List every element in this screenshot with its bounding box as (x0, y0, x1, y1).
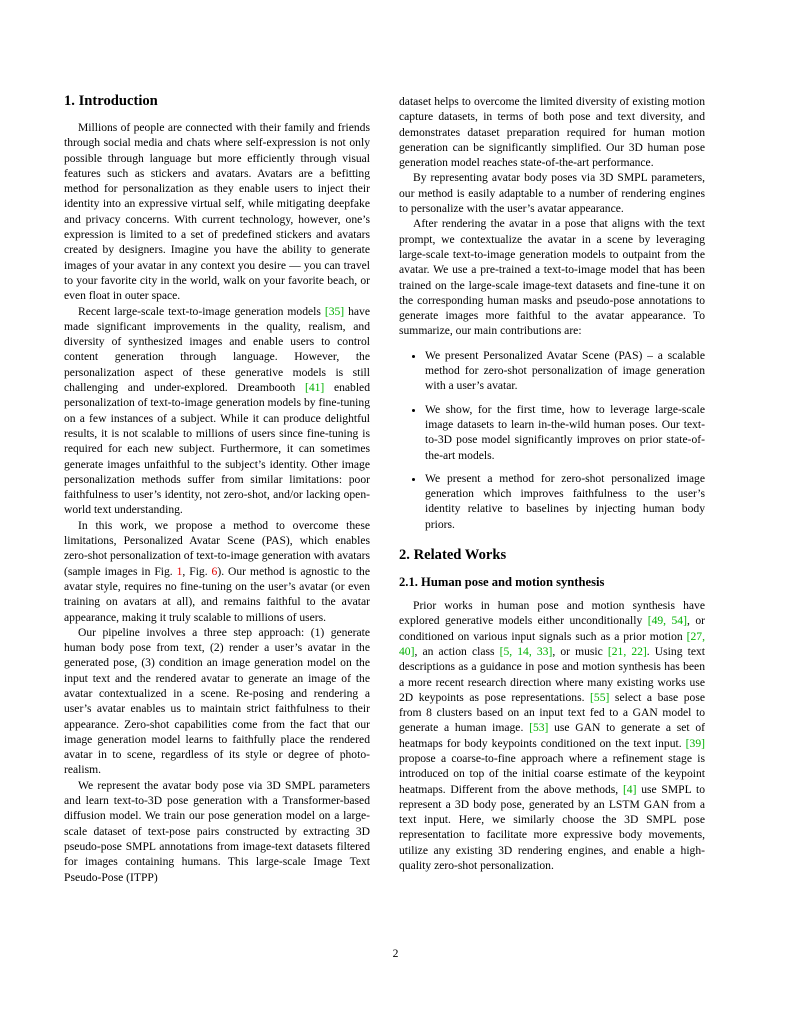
figure-link[interactable]: 6 (211, 564, 218, 578)
intro-paragraph-7: By representing avatar body poses via 3D SMPL parameters, our method is easily adaptable to a number of rendering engines to personalize with the user’s avatar appearance. (399, 171, 705, 216)
list-item: • We present a method for zero-shot personalized image generation which improves faithfulness to the user’s identity relative to baselines by injecting human body priors. (425, 471, 705, 532)
intro-paragraph-8: After rendering the avatar in a pose that aligns with the text prompt, we contextualize the avatar in a scene by leveraging large-scale text-to-image generation models to outpaint from the avatar. We use a pre-trained a text-to-image model that has been trained on the large-scale image-text datasets and fine-tune it on the corresponding human masks and pseudo-pose annotations to generate images more faithful to the avatar appearance. To summarize, our main contributions are: (399, 217, 705, 338)
related-paragraph-1: Prior works in human pose and motion synthesis have explored generative models either unconditionally [49, 54], or conditioned on various input signals such as a prior motion [27, 40], an action class [5, 14, 33], or music [21, 22]. Using text descriptions as a guidance in pose and motion synthesis has been a more recent research direction where many existing works use 2D keypoints as pose representations. [55] select a base pose from 8 clusters based on an input text fed to a GAN model to generate a human image. [53] use GAN to generate a set of heatmaps for body keypoints conditioned on the text input. [39] propose a coarse-to-fine approach where a refinement stage is introduced on top of the initial coarse estimate of the keypoint heatmaps. Different from the above methods, [4] use SMPL to represent a 3D body pose, generated by an LSTM GAN from a text input. Here, we similarly choose the 3D SMPL pose representation to facilitate more expressive body movements, utilize any existing 3D rendering engines, and enable a high-quality zero-shot personalization. (399, 599, 706, 873)
citation-link[interactable]: [55] (590, 690, 610, 704)
citation-link[interactable]: [53] (529, 721, 549, 735)
list-item: • We present Personalized Avatar Scene (PAS) – a scalable method for zero-shot personalization of image generation with a user’s avatar. (425, 348, 705, 394)
contributions-list (399, 348, 705, 532)
citation-link[interactable]: [49, 54] (647, 614, 687, 628)
citation-link[interactable]: [35] (324, 304, 345, 318)
citation-link[interactable]: [4] (622, 782, 637, 796)
figure-link[interactable]: 1 (176, 564, 183, 578)
subsection-heading-pose-synthesis: 2.1. Human pose and motion synthesis (399, 575, 605, 590)
section-heading-introduction: 1. Introduction (64, 93, 158, 109)
citation-link[interactable]: [27, 40] (399, 629, 705, 658)
intro-paragraph-1: Millions of people are connected with their family and friends through social media and chats where self-expression is not only possible through language but more efficiently through visual features such as stickers and avatars. Avatars are a befitting method for personalization as they enable users to inject their identity into an expressive virtual self, while mitigating deepfake and privacy concerns. With current technology, however, one’s expression is limited to a set of predefined stickers and avatars created by designers. Imagine you have the ability to generate images of your avatar in any context you desire — you can travel to your favorite city in the world, walk on your favorite beach, or even float in outer space. (64, 121, 370, 303)
citation-link[interactable]: [21, 22] (607, 644, 647, 658)
intro-paragraph-6: dataset helps to overcome the limited diversity of existing motion capture datasets, in terms of both pose and text diversity, and demonstrates dataset preparation required for human motion generation can be significantly simplified. Our 3D human pose generation model reaches state-of-the-art performance. (399, 95, 705, 170)
citation-link[interactable]: [39] (685, 736, 705, 750)
section-heading-related-works: 2. Related Works (399, 547, 507, 564)
citation-link[interactable]: [41] (304, 381, 325, 395)
list-item: • We show, for the first time, how to leverage large-scale image datasets to learn in-the-wild human poses. Our text-to-3D pose model significantly improves on prior state-of-the-art models. (425, 402, 705, 463)
intro-paragraph-5: We represent the avatar body pose via 3D SMPL parameters and learn text-to-3D pose generation with a Transformer-based diffusion model. We train our pose generation model on a large-scale dataset of text-pose pairs constructed by extracting 3D pseudo-pose SMPL annotations from image-text datasets filtered for images containing humans. This large-scale Image Text Pseudo-Pose (ITPP) (64, 778, 370, 884)
right-column (399, 94, 705, 873)
citation-link[interactable]: [5, 14, 33] (499, 644, 553, 658)
intro-paragraph-4: Our pipeline involves a three step approach: (1) generate human body pose from text, (2) render a user’s avatar in the generated pose, (3) condition an image generation model on the input text and the rendered avatar to generate an image of the avatar contextualized in a scene. Re-posing and rendering a user’s avatar enables us to maintain strict faithfulness to their appearance. Zero-shot capabilities come from the fact that our image generation model learns to faithfully place the rendered avatar in to scene, regardless of its style or degree of photo-realism. (64, 625, 370, 777)
intro-paragraph-2: Recent large-scale text-to-image generation models [35] have made significant improvements in the quality, realism, and diversity of synthesized images and enable users to control content generation through language. However, the personalization aspect of these generative models is still challenging and under-explored. Dreambooth [41] enabled personalization of text-to-image generation models by fine-tuning on a few instances of a subject. While it can produce delightful results, it is not scalable to millions of users since fine-tuning is required for each new subject. Furthermore, it can sometimes generate images unfaithful to the subject’s identity. Other image personalization methods suffer from similar limitations: poor faithfulness to user’s identity, not zero-shot, and/or lacking open-world text understanding. (64, 304, 371, 517)
left-column (64, 92, 370, 885)
page-number: 2 (392, 947, 399, 960)
intro-paragraph-3: In this work, we propose a method to overcome these limitations, Personalized Avatar Scene (PAS), which enables zero-shot personalization of text-to-image generation with avatars (sample images in Fig. 1, Fig. 6). Our method is agnostic to the avatar style, requires no fine-tuning on the user’s avatar (or even training on avatars at all), and remains faithful to the avatar appearance, making it truly scalable to millions of users. (64, 518, 370, 624)
